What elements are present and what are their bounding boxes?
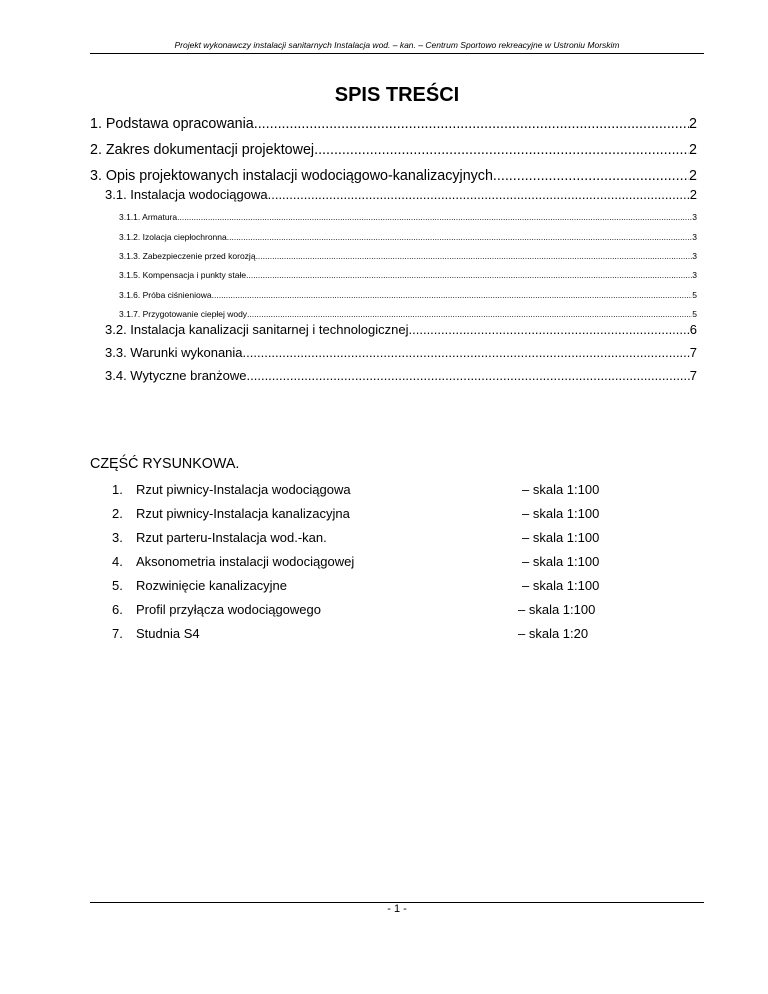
toc-entry-label: 3.1.1. Armatura <box>119 212 178 222</box>
drawing-name: Rozwinięcie kanalizacyjne <box>136 578 288 593</box>
toc-entry-page: 6 <box>689 322 697 337</box>
toc-entry-page: 3 <box>692 270 697 280</box>
drawing-name: Studnia S4 <box>136 626 200 641</box>
toc-entry-label: 1. Podstawa opracowania <box>90 116 254 132</box>
toc-entry-page: 3 <box>692 212 697 222</box>
toc-entry-label: 3.1. Instalacja wodociągowa <box>105 187 268 202</box>
toc-leader-dots <box>268 187 690 202</box>
drawing-number: 6. <box>112 602 123 617</box>
toc-entry-label: 3.1.5. Kompensacja i punkty stałe <box>119 270 247 280</box>
drawings-heading: CZĘŚĆ RYSUNKOWA. <box>90 456 240 472</box>
toc-entry[interactable] <box>119 212 697 222</box>
toc-entry[interactable] <box>119 290 697 300</box>
toc-entry-label: 3.3. Warunki wykonania <box>105 345 243 360</box>
toc-leader-dots <box>314 142 689 158</box>
toc-leader-dots <box>227 232 693 242</box>
page-header: Projekt wykonawczy instalacji sanitarnych Instalacja wod. – kan. – Centrum Sportowo rekreacyjne w Ustroniu Morskim <box>174 40 620 50</box>
toc-entry-label: 3.1.7. Przygotowanie ciepłej wody <box>119 309 248 319</box>
toc-entry[interactable] <box>105 368 697 383</box>
toc-entry-label: 3. Opis projektowanych instalacji wodociągowo-kanalizacyjnych <box>90 168 493 184</box>
drawing-number: 3. <box>112 530 123 545</box>
drawing-name: Rzut piwnicy-Instalacja kanalizacyjna <box>136 506 350 521</box>
drawing-number: 7. <box>112 626 123 641</box>
drawing-scale: – skala 1:20 <box>518 626 589 641</box>
toc-entry-page: 2 <box>689 142 697 158</box>
toc-entry-label: 3.2. Instalacja kanalizacji sanitarnej i technologicznej <box>105 322 409 337</box>
toc-entry-label: 3.1.6. Próba ciśnieniowa <box>119 290 212 300</box>
toc-entry-page: 5 <box>692 309 697 319</box>
toc-leader-dots <box>246 270 692 280</box>
toc-entry-page: 5 <box>692 290 697 300</box>
page-title: SPIS TREŚCI <box>334 84 460 106</box>
drawing-list-item <box>112 578 652 596</box>
toc-entry-label: 3.1.2. Izolacja ciepłochronna <box>119 232 227 242</box>
toc-entry[interactable] <box>119 232 697 242</box>
toc-entry[interactable] <box>90 168 697 184</box>
toc-entry[interactable] <box>90 116 697 132</box>
toc-entry-page: 2 <box>689 116 697 132</box>
toc-leader-dots <box>177 212 692 222</box>
drawing-scale: – skala 1:100 <box>522 578 600 593</box>
toc-entry-page: 7 <box>689 345 697 360</box>
drawing-name: Aksonometria instalacji wodociągowej <box>136 554 355 569</box>
drawing-list-item <box>112 482 652 500</box>
drawing-scale: – skala 1:100 <box>522 530 600 545</box>
toc-entry-page: 3 <box>692 232 697 242</box>
toc-entry-label: 3.1.3. Zabezpieczenie przed korozją <box>119 251 256 261</box>
toc-entry[interactable] <box>90 142 697 158</box>
drawing-list-item <box>112 554 652 572</box>
toc-entry-page: 2 <box>689 187 697 202</box>
toc-entry-page: 2 <box>689 168 697 184</box>
toc-entry-label: 2. Zakres dokumentacji projektowej <box>90 142 315 158</box>
toc-entry[interactable] <box>119 270 697 280</box>
toc-entry-label: 3.4. Wytyczne branżowe <box>105 368 247 383</box>
drawing-scale: – skala 1:100 <box>522 554 600 569</box>
page-number: - 1 - <box>387 903 407 915</box>
drawing-scale: – skala 1:100 <box>518 602 596 617</box>
drawing-list-item <box>112 530 652 548</box>
toc-entry-page: 3 <box>692 251 697 261</box>
toc-leader-dots <box>212 290 693 300</box>
drawing-number: 1. <box>112 482 123 497</box>
header-divider <box>90 53 704 54</box>
drawing-list-item <box>112 626 652 644</box>
toc-entry[interactable] <box>105 187 697 202</box>
drawing-list-item <box>112 602 652 620</box>
drawing-name: Profil przyłącza wodociągowego <box>136 602 321 617</box>
toc-leader-dots <box>256 251 693 261</box>
drawing-number: 5. <box>112 578 123 593</box>
toc-leader-dots <box>243 345 690 360</box>
drawing-scale: – skala 1:100 <box>522 482 600 497</box>
drawing-number: 2. <box>112 506 123 521</box>
drawing-name: Rzut piwnicy-Instalacja wodociągowa <box>136 482 351 497</box>
toc-leader-dots <box>493 168 689 184</box>
toc-leader-dots <box>254 116 689 132</box>
toc-entry[interactable] <box>105 322 697 337</box>
toc-entry[interactable] <box>119 309 697 319</box>
toc-entry-page: 7 <box>689 368 697 383</box>
drawing-scale: – skala 1:100 <box>522 506 600 521</box>
toc-entry[interactable] <box>105 345 697 360</box>
drawing-number: 4. <box>112 554 123 569</box>
toc-leader-dots <box>247 309 692 319</box>
toc-leader-dots <box>247 368 690 383</box>
toc-leader-dots <box>409 322 690 337</box>
drawing-name: Rzut parteru-Instalacja wod.-kan. <box>136 530 327 545</box>
toc-entry[interactable] <box>119 251 697 261</box>
drawing-list-item <box>112 506 652 524</box>
